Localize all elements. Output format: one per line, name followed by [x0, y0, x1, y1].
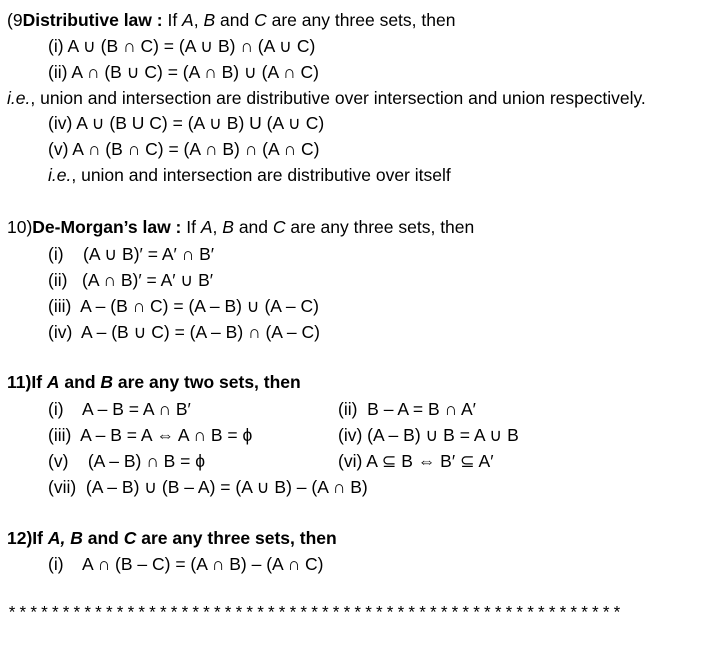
section-9-law-4: (iv) A ∪ (B U C) = (A ∪ B) U (A ∪ C) [48, 113, 325, 133]
section-11-law-6: (vi) A ⊆ B ⇔ B′ ⊆ A′ [338, 451, 494, 471]
section-9-title: Distributive law : [22, 10, 163, 30]
section-11-law-5: (v) (A – B) ∩ B = ϕ [48, 451, 206, 471]
section-9-law-1: (i) A ∪ (B ∩ C) = (A ∪ B) ∩ (A ∪ C) [48, 36, 316, 56]
section-12-heading: 12)If A, B and C are any three sets, then [7, 528, 337, 548]
section-11-heading: 11)If A and B are any two sets, then [7, 372, 301, 392]
section-10-law-1: (i) (A ∪ B)′ = A′ ∩ B′ [48, 244, 215, 264]
section-10-law-2: (ii) (A ∩ B)′ = A′ ∪ B′ [48, 270, 214, 290]
section-11-law-2: (ii) B – A = B ∩ A′ [338, 399, 476, 419]
star-separator: ********************************************************* [7, 605, 623, 624]
section-9-note-1: i.e., union and intersection are distributive over intersection and union respectively. [7, 88, 646, 108]
section-11-law-4: (iv) (A – B) ∪ B = A ∪ B [338, 425, 519, 445]
section-12-law-1: (i) A ∩ (B – C) = (A ∩ B) – (A ∩ C) [48, 554, 324, 574]
section-9-note-2: i.e., union and intersection are distributive over itself [48, 165, 451, 185]
section-9-heading: (9Distributive law : If A, B and C are any three sets, then [7, 10, 456, 30]
section-9-law-2: (ii) A ∩ (B ∪ C) = (A ∩ B) ∪ (A ∩ C) [48, 62, 319, 82]
section-10-law-3: (iii) A – (B ∩ C) = (A – B) ∪ (A – C) [48, 296, 319, 316]
section-10-title: De-Morgan’s law : [32, 217, 182, 237]
section-11-law-1: (i) A – B = A ∩ B′ [48, 399, 191, 419]
section-10-law-4: (iv) A – (B ∪ C) = (A – B) ∩ (A – C) [48, 322, 320, 342]
section-11-law-7: (vii) (A – B) ∪ (B – A) = (A ∪ B) – (A ∩ B) [48, 477, 368, 497]
section-9-law-5: (v) A ∩ (B ∩ C) = (A ∩ B) ∩ (A ∩ C) [48, 139, 320, 159]
section-10-heading: 10)De-Morgan’s law : If A, B and C are any three sets, then [7, 217, 475, 237]
section-11-law-3: (iii) A – B = A ⇔ A ∩ B = ϕ [48, 425, 253, 445]
